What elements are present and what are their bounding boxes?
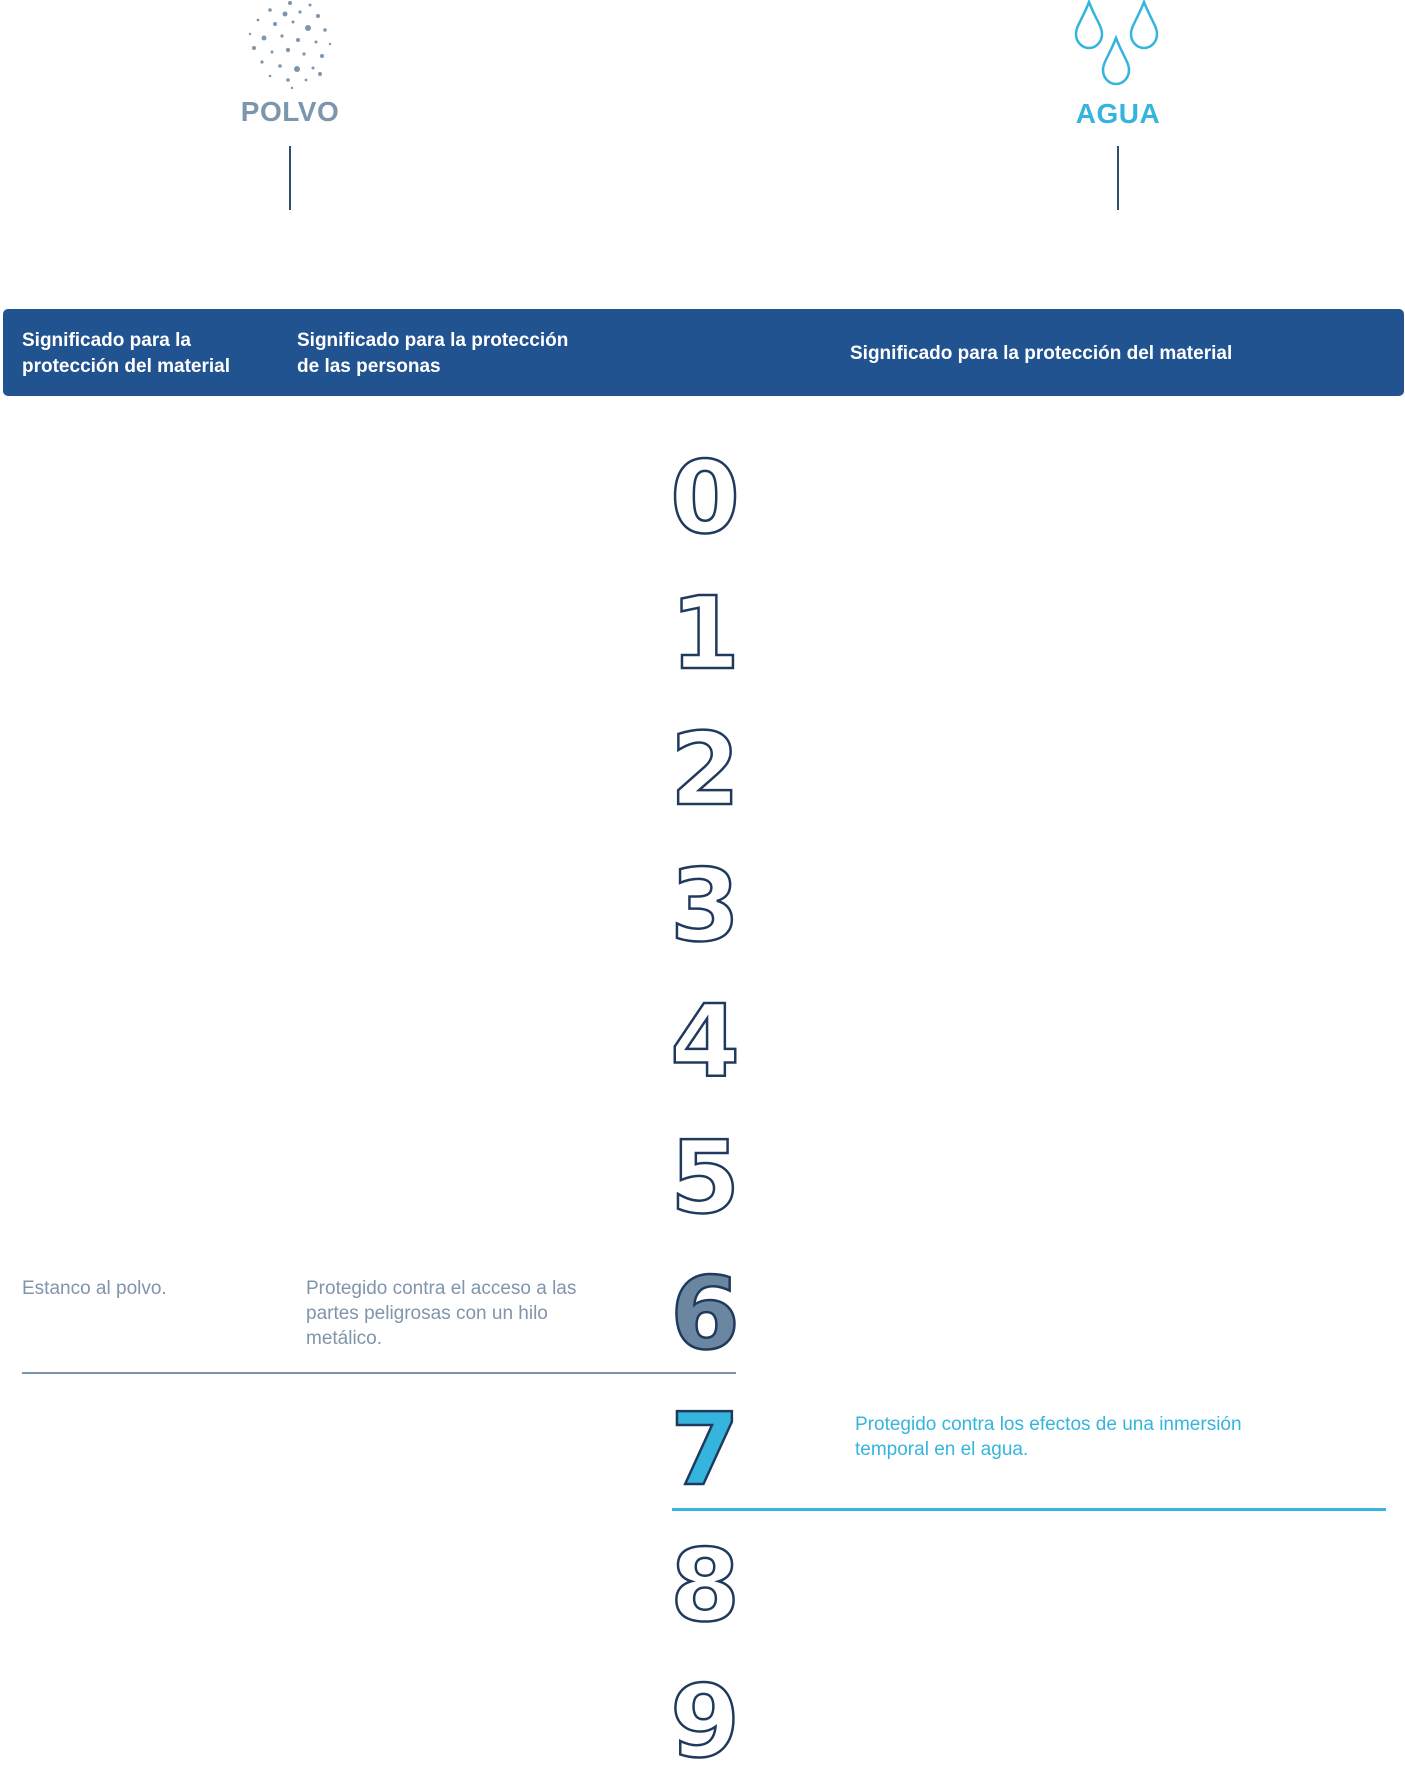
dust-particles-icon	[240, 0, 335, 90]
agua-connector-line	[1117, 146, 1119, 210]
water-drops-icon	[1074, 0, 1164, 90]
digit-8: 8	[670, 1527, 740, 1644]
row6-divider	[22, 1372, 736, 1374]
agua-title: AGUA	[1075, 98, 1161, 129]
header-material-polvo: Significado para la protección del material	[22, 330, 231, 377]
digit-2: 2	[670, 711, 740, 828]
polvo-connector-line	[289, 146, 291, 210]
digit-4: 4	[670, 983, 740, 1100]
digit-5: 5	[670, 1119, 740, 1236]
row7-divider	[672, 1508, 1386, 1511]
digit-9: 9	[670, 1663, 740, 1767]
polvo-title: POLVO	[240, 96, 340, 127]
digit-3: 3	[670, 847, 740, 964]
row6-material-text: Estanco al polvo.	[22, 1278, 167, 1299]
header-material-agua: Significado para la protección del material	[850, 343, 1233, 364]
digit-0: 0	[670, 440, 740, 556]
digit-6: 6	[670, 1255, 740, 1372]
row6-personas-text: Protegido contra el acceso a las partes peligrosas con un hilo metálico.	[306, 1278, 577, 1349]
digit-7: 7	[670, 1391, 740, 1508]
digit-1: 1	[670, 575, 740, 692]
digit-column	[640, 440, 770, 1767]
row7-agua-text: Protegido contra los efectos de una inmersión temporal en el agua.	[855, 1414, 1242, 1460]
header-personas: Significado para la protección de las personas	[297, 330, 569, 377]
